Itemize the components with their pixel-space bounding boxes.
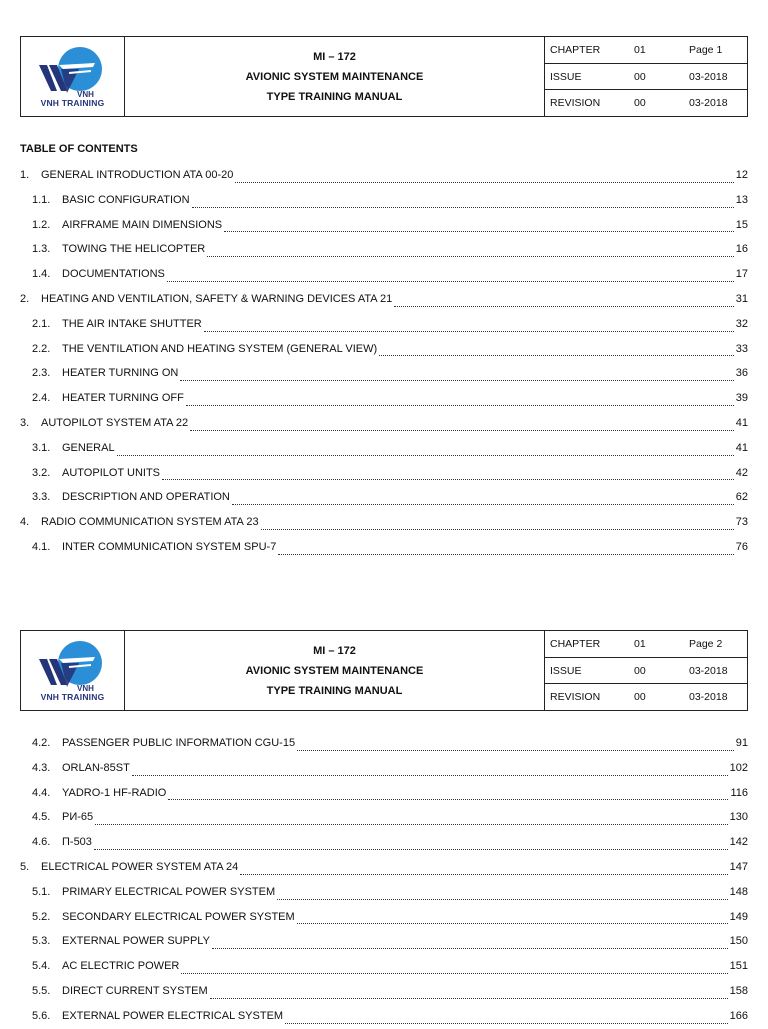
toc-entry-title: HEATER TURNING OFF [62, 392, 184, 405]
toc-entry-title: HEATING AND VENTILATION, SAFETY & WARNING DEVICES ATA 21 [41, 292, 393, 305]
toc-dot-leader [181, 965, 727, 974]
document-meta [545, 37, 747, 116]
toc-entry-number: 2.4. [32, 392, 51, 405]
toc-entry[interactable] [20, 312, 748, 337]
page-header [20, 36, 748, 117]
toc-entry-page: 130 [729, 811, 748, 824]
svg-text:VNH: VNH [77, 684, 94, 693]
toc-entry-page: 149 [729, 910, 748, 923]
toc-entry-title: ORLAN-85ST [62, 761, 130, 774]
toc-entry[interactable] [20, 237, 748, 262]
toc-dot-leader [192, 199, 734, 208]
toc-entry-page: 32 [735, 317, 748, 330]
toc-dot-leader [210, 990, 728, 999]
toc-entry-title: ELECTRICAL POWER SYSTEM ATA 24 [41, 860, 239, 873]
toc-entry-title: GENERAL [62, 441, 115, 454]
toc-entry-page: 41 [735, 416, 748, 429]
toc-dot-leader [186, 397, 734, 406]
toc-entry-title: THE VENTILATION AND HEATING SYSTEM (GENERAL VIEW) [62, 342, 378, 355]
toc-entry-page: 148 [729, 885, 748, 898]
toc-entry-page: 166 [729, 1009, 748, 1022]
toc-dot-leader [297, 742, 734, 751]
toc-entry-number: 2.3. [32, 367, 51, 380]
toc-dot-leader [232, 496, 734, 505]
toc-entry-number: 4.3. [32, 761, 51, 774]
toc-dot-leader [240, 866, 727, 875]
toc-entry[interactable] [20, 1004, 748, 1029]
toc-entry-number: 1.1. [32, 193, 51, 206]
toc-entry[interactable] [20, 485, 748, 510]
toc-entry-page: 73 [735, 516, 748, 529]
toc-dot-leader [180, 372, 733, 381]
toc-entry-page: 12 [735, 169, 748, 181]
toc-dot-leader [235, 174, 733, 183]
toc-entry-page: 39 [735, 392, 748, 405]
toc-entry-page: 76 [735, 540, 748, 553]
toc-entry-number: 1. [20, 169, 30, 181]
toc-entry-page: 147 [729, 860, 748, 873]
toc-entry-number: 4.1. [32, 540, 51, 553]
toc-entry[interactable] [20, 756, 748, 781]
toc-entry-number: 5.6. [32, 1009, 51, 1022]
document-meta [545, 631, 747, 710]
toc-entry-page: 158 [729, 984, 748, 997]
toc-dot-leader [261, 521, 734, 530]
toc-entry-page: 16 [735, 243, 748, 256]
toc-entry-page: 33 [735, 342, 748, 355]
toc-dot-leader [278, 546, 733, 555]
logo [21, 37, 125, 116]
document-title [125, 37, 545, 116]
toc-entry-number: 3.3. [32, 491, 51, 504]
toc-entry-number: 4.6. [32, 836, 51, 849]
toc-entry[interactable] [20, 830, 748, 855]
toc-entry-page: 15 [735, 218, 748, 231]
toc-entry-page: 62 [735, 491, 748, 504]
model-title: MI – 172 [313, 644, 356, 657]
title-line-2: TYPE TRAINING MANUAL [266, 90, 403, 103]
logo [21, 631, 125, 710]
toc-entry-number: 1.2. [32, 218, 51, 231]
toc-entry-number: 2.2. [32, 342, 51, 355]
chapter-row: CHAPTER 01 Page 2 [545, 631, 747, 658]
toc-entry[interactable] [20, 855, 748, 880]
toc-entry[interactable] [20, 805, 748, 830]
toc-entry-page: 41 [735, 441, 748, 454]
toc-entry[interactable] [20, 188, 748, 213]
toc-entry-page: 31 [735, 292, 748, 305]
toc-entry[interactable] [20, 213, 748, 238]
toc-entry-title: TOWING THE HELICOPTER [62, 243, 206, 256]
title-line-2: TYPE TRAINING MANUAL [266, 684, 403, 697]
toc-entry[interactable] [20, 929, 748, 954]
toc-entry-title: П-503 [62, 836, 92, 849]
svg-text:VNH: VNH [77, 90, 94, 99]
toc-dot-leader [379, 347, 734, 356]
toc-entry[interactable] [20, 954, 748, 979]
revision-row: REVISION 00 03-2018 [550, 97, 728, 110]
toc-entry[interactable] [20, 979, 748, 1004]
toc-entry-title: YADRO-1 HF-RADIO [62, 786, 167, 799]
toc-dot-leader [204, 323, 734, 332]
toc-dot-leader [285, 1015, 728, 1024]
toc-entry-page: 36 [735, 367, 748, 380]
toc-entry[interactable] [20, 905, 748, 930]
page-header [20, 630, 748, 711]
toc-entry-title: EXTERNAL POWER ELECTRICAL SYSTEM [62, 1009, 284, 1022]
toc-entry-number: 5. [20, 860, 30, 873]
logo-text: VNH TRAINING [40, 692, 105, 702]
toc-entry-page: 150 [729, 935, 748, 948]
toc-entry-number: 2.1. [32, 317, 51, 330]
toc-entry-title: EXTERNAL POWER SUPPLY [62, 935, 210, 948]
toc-dot-leader [190, 422, 734, 431]
toc-entry[interactable] [20, 781, 748, 806]
toc-entry-title: DESCRIPTION AND OPERATION [62, 491, 230, 504]
toc-entry[interactable] [20, 461, 748, 486]
toc-entry-title: BASIC CONFIGURATION [62, 193, 190, 206]
toc-entry[interactable] [20, 510, 748, 535]
toc-entry-page: 91 [735, 737, 748, 749]
toc-entry-number: 5.3. [32, 935, 51, 948]
toc-dot-leader [212, 940, 728, 949]
title-line-1: AVIONIC SYSTEM MAINTENANCE [245, 664, 424, 677]
toc-entry-title: AUTOPILOT SYSTEM ATA 22 [41, 416, 189, 429]
toc-entry-title: AUTOPILOT UNITS [62, 466, 161, 479]
document-title [125, 631, 545, 710]
toc-entry-number: 3.1. [32, 441, 51, 454]
toc-entry-number: 5.4. [32, 960, 51, 973]
toc-entry[interactable] [20, 880, 748, 905]
toc-entry-title: RADIO COMMUNICATION SYSTEM ATA 23 [41, 516, 259, 529]
toc-entry-title: DOCUMENTATIONS [62, 268, 165, 281]
toc-entry[interactable] [20, 163, 748, 188]
page-number: Page 1 [689, 43, 723, 56]
toc-entry-number: 2. [20, 292, 30, 305]
toc-entry-title: THE AIR INTAKE SHUTTER [62, 317, 202, 330]
toc-entry-title: PRIMARY ELECTRICAL POWER SYSTEM [62, 885, 276, 898]
toc-entry-title: РИ-65 [62, 811, 94, 824]
toc-dot-leader [297, 915, 728, 924]
toc-entry-number: 4. [20, 516, 30, 529]
toc-entry[interactable] [20, 411, 748, 436]
logo-text: VNH TRAINING [40, 98, 105, 108]
issue-row: ISSUE 00 03-2018 [545, 658, 747, 685]
toc-entry-title: AC ELECTRIC POWER [62, 960, 180, 973]
toc-entry-number: 1.3. [32, 243, 51, 256]
toc-entry-number: 4.5. [32, 811, 51, 824]
revision-row: REVISION 00 03-2018 [550, 691, 728, 704]
toc-entry[interactable] [20, 731, 748, 756]
toc-entry-page: 17 [735, 268, 748, 281]
toc-entry-title: GENERAL INTRODUCTION ATA 00-20 [41, 169, 234, 181]
toc-list [20, 731, 748, 1029]
toc-entry-page: 151 [729, 960, 748, 973]
toc-entry-number: 5.2. [32, 910, 51, 923]
model-title: MI – 172 [313, 50, 356, 63]
toc-list [20, 163, 748, 560]
toc-heading: TABLE OF CONTENTS [20, 143, 138, 155]
toc-entry-number: 3. [20, 416, 30, 429]
toc-entry[interactable] [20, 361, 748, 386]
chapter-row: CHAPTER 01 Page 1 [545, 37, 747, 64]
toc-entry[interactable] [20, 386, 748, 411]
toc-entry-page: 102 [729, 761, 748, 774]
toc-dot-leader [94, 841, 728, 850]
toc-entry-title: AIRFRAME MAIN DIMENSIONS [62, 218, 223, 231]
toc-dot-leader [167, 273, 734, 282]
toc-entry[interactable] [20, 262, 748, 287]
toc-entry[interactable] [20, 287, 748, 312]
toc-entry[interactable] [20, 436, 748, 461]
toc-entry-title: PASSENGER PUBLIC INFORMATION CGU-15 [62, 737, 296, 749]
toc-entry-title: HEATER TURNING ON [62, 367, 179, 380]
toc-entry-number: 5.5. [32, 984, 51, 997]
toc-dot-leader [207, 248, 734, 257]
page-number: Page 2 [689, 637, 723, 650]
title-line-1: AVIONIC SYSTEM MAINTENANCE [245, 70, 424, 83]
toc-entry-page: 142 [729, 836, 748, 849]
toc-entry-title: INTER COMMUNICATION SYSTEM SPU-7 [62, 540, 277, 553]
toc-dot-leader [168, 791, 728, 800]
toc-entry-page: 42 [735, 466, 748, 479]
toc-entry-page: 13 [735, 193, 748, 206]
toc-dot-leader [132, 767, 728, 776]
toc-entry-number: 4.4. [32, 786, 51, 799]
issue-row: ISSUE 00 03-2018 [545, 64, 747, 91]
toc-dot-leader [162, 471, 734, 480]
toc-dot-leader [95, 816, 727, 825]
toc-dot-leader [224, 223, 734, 232]
toc-dot-leader [277, 891, 728, 900]
toc-entry-page: 116 [730, 786, 748, 799]
toc-dot-leader [394, 298, 733, 307]
toc-entry-number: 3.2. [32, 466, 51, 479]
toc-dot-leader [117, 447, 734, 456]
toc-entry-number: 5.1. [32, 885, 51, 898]
toc-entry-number: 1.4. [32, 268, 51, 281]
toc-entry-number: 4.2. [32, 737, 51, 749]
toc-entry-title: SECONDARY ELECTRICAL POWER SYSTEM [62, 910, 295, 923]
toc-entry[interactable] [20, 535, 748, 560]
toc-entry-title: DIRECT CURRENT SYSTEM [62, 984, 208, 997]
toc-entry[interactable] [20, 337, 748, 362]
